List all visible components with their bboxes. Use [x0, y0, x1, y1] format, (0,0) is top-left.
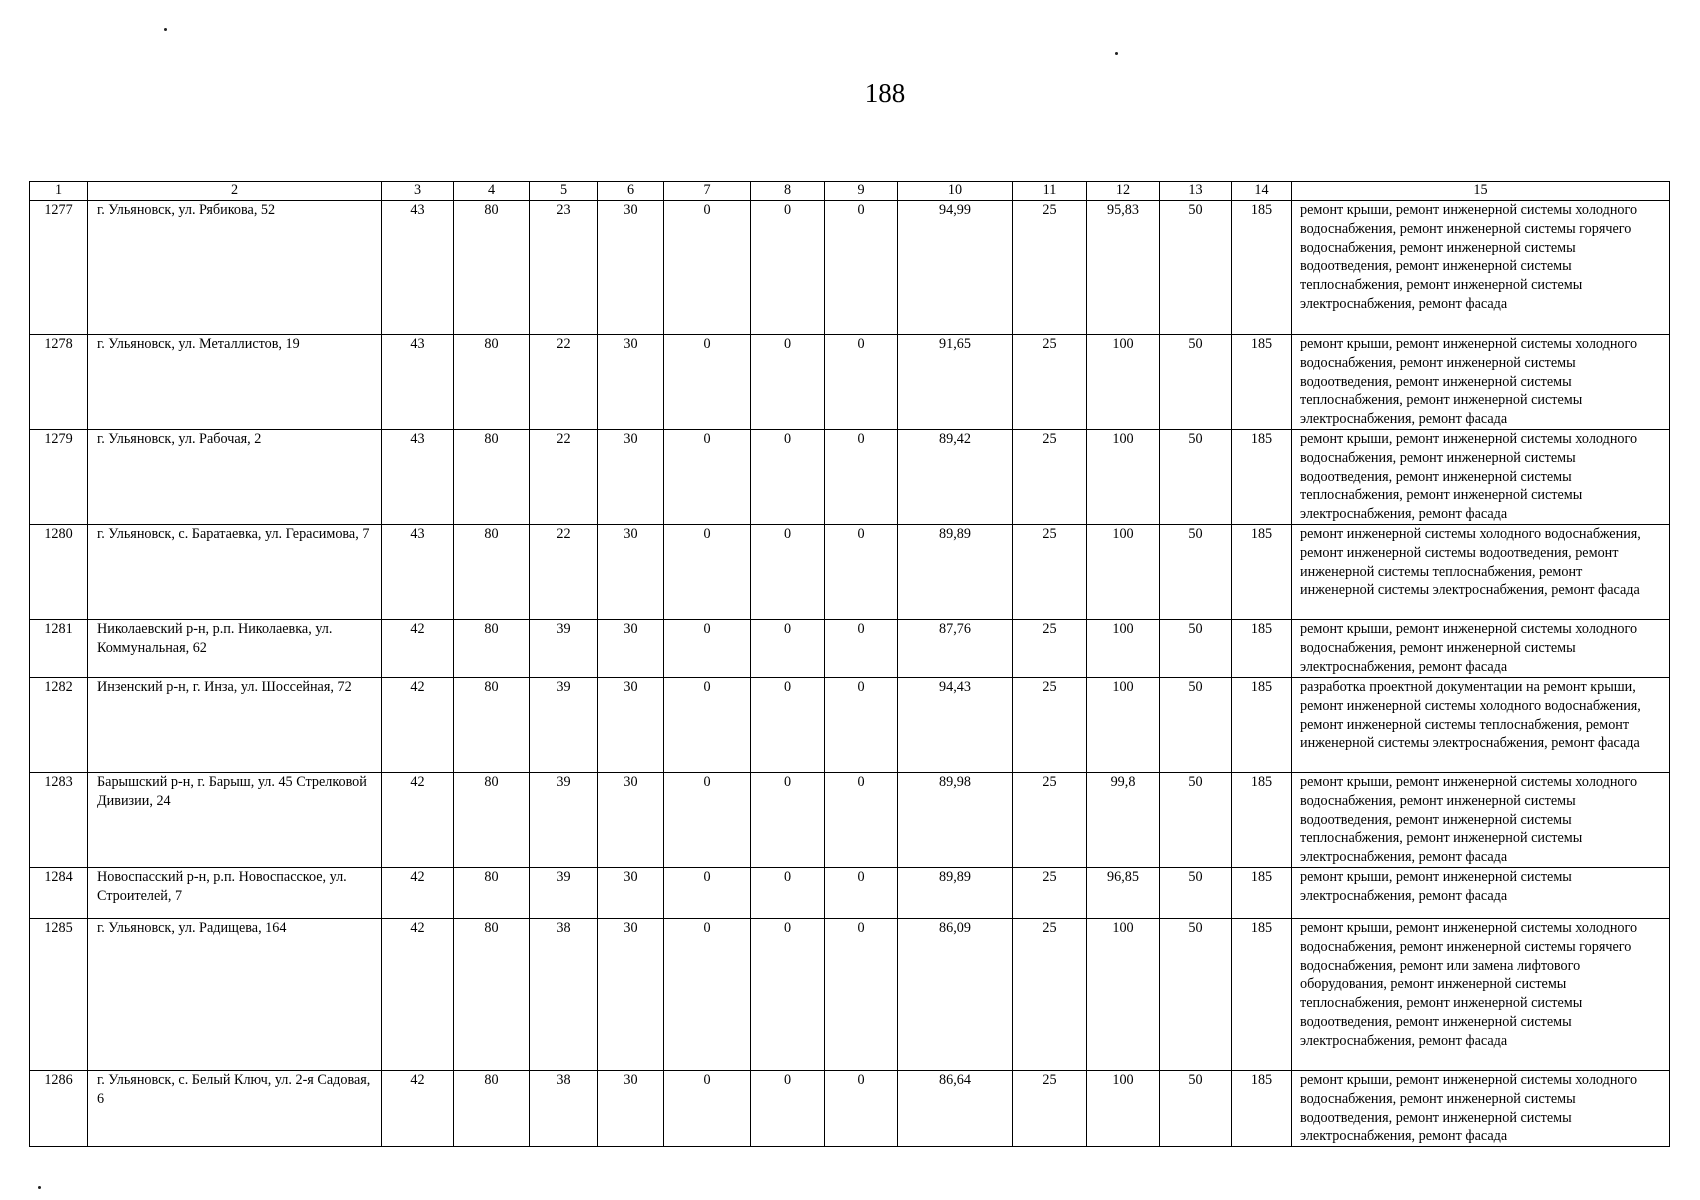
cell-col-6: 30	[598, 201, 664, 335]
cell-col-8: 0	[751, 201, 825, 335]
cell-col-8: 0	[751, 620, 825, 678]
cell-row-number: 1282	[30, 678, 88, 773]
cell-col-9: 0	[825, 868, 898, 919]
cell-col-5: 23	[530, 201, 598, 335]
cell-col-9: 0	[825, 201, 898, 335]
table-row	[30, 620, 1670, 678]
cell-col-13: 50	[1160, 868, 1232, 919]
cell-col-6: 30	[598, 335, 664, 430]
cell-col-10: 89,42	[898, 430, 1013, 525]
cell-col-10: 89,89	[898, 868, 1013, 919]
cell-col-14: 185	[1232, 525, 1292, 620]
cell-address: г. Ульяновск, ул. Рябикова, 52	[88, 201, 382, 335]
cell-col-11: 25	[1013, 1071, 1087, 1147]
cell-col-4: 80	[454, 678, 530, 773]
cell-col-7: 0	[664, 620, 751, 678]
cell-col-13: 50	[1160, 678, 1232, 773]
cell-col-14: 185	[1232, 773, 1292, 868]
cell-col-8: 0	[751, 919, 825, 1071]
cell-col-8: 0	[751, 773, 825, 868]
cell-address: г. Ульяновск, с. Белый Ключ, ул. 2-я Садовая, 6	[88, 1071, 382, 1147]
cell-col-13: 50	[1160, 201, 1232, 335]
cell-col-14: 185	[1232, 201, 1292, 335]
column-header-10: 10	[898, 182, 1013, 201]
cell-col-13: 50	[1160, 773, 1232, 868]
cell-address: г. Ульяновск, ул. Металлистов, 19	[88, 335, 382, 430]
cell-col-12: 100	[1087, 919, 1160, 1071]
cell-col-6: 30	[598, 1071, 664, 1147]
cell-col-11: 25	[1013, 525, 1087, 620]
table-row	[30, 868, 1670, 919]
cell-col-6: 30	[598, 868, 664, 919]
cell-col-7: 0	[664, 430, 751, 525]
cell-col-14: 185	[1232, 620, 1292, 678]
cell-works-list: ремонт крыши, ремонт инженерной системы холодного водоснабжения, ремонт инженерной системы водоотведения, ремонт инженерной системы электроснабжения, ремонт фасада	[1292, 1071, 1670, 1147]
cell-col-14: 185	[1232, 1071, 1292, 1147]
cell-col-9: 0	[825, 525, 898, 620]
column-header-14: 14	[1232, 182, 1292, 201]
cell-col-3: 43	[382, 430, 454, 525]
cell-col-4: 80	[454, 201, 530, 335]
cell-col-5: 39	[530, 620, 598, 678]
cell-col-12: 99,8	[1087, 773, 1160, 868]
cell-address: Барышский р-н, г. Барыш, ул. 45 Стрелковой Дивизии, 24	[88, 773, 382, 868]
table-row	[30, 525, 1670, 620]
table-row	[30, 678, 1670, 773]
cell-col-10: 94,43	[898, 678, 1013, 773]
cell-col-14: 185	[1232, 430, 1292, 525]
cell-row-number: 1278	[30, 335, 88, 430]
cell-col-8: 0	[751, 525, 825, 620]
cell-col-9: 0	[825, 919, 898, 1071]
cell-col-6: 30	[598, 430, 664, 525]
column-header-12: 12	[1087, 182, 1160, 201]
cell-row-number: 1280	[30, 525, 88, 620]
cell-address: Инзенский р-н, г. Инза, ул. Шоссейная, 72	[88, 678, 382, 773]
cell-row-number: 1284	[30, 868, 88, 919]
cell-col-9: 0	[825, 678, 898, 773]
cell-col-11: 25	[1013, 678, 1087, 773]
cell-col-14: 185	[1232, 919, 1292, 1071]
cell-col-4: 80	[454, 919, 530, 1071]
cell-address: Новоспасский р-н, р.п. Новоспасское, ул. Строителей, 7	[88, 868, 382, 919]
cell-works-list: ремонт крыши, ремонт инженерной системы холодного водоснабжения, ремонт инженерной системы горячего водоснабжения, ремонт или замена лифтового оборудования, ремонт инженерной системы теплоснабжения, ремонт инженерной системы водоотведения, ремонт инженерной системы электроснабжения, ремонт фасада	[1292, 919, 1670, 1071]
cell-row-number: 1286	[30, 1071, 88, 1147]
table-row	[30, 773, 1670, 868]
table-row	[30, 430, 1670, 525]
cell-col-3: 42	[382, 773, 454, 868]
cell-col-10: 91,65	[898, 335, 1013, 430]
cell-col-11: 25	[1013, 773, 1087, 868]
scan-speck	[1115, 52, 1118, 55]
scan-speck	[38, 1186, 41, 1189]
table-row	[30, 335, 1670, 430]
cell-col-14: 185	[1232, 335, 1292, 430]
cell-col-4: 80	[454, 773, 530, 868]
cell-col-12: 100	[1087, 335, 1160, 430]
cell-col-7: 0	[664, 335, 751, 430]
cell-col-4: 80	[454, 335, 530, 430]
cell-col-11: 25	[1013, 868, 1087, 919]
cell-address: г. Ульяновск, с. Баратаевка, ул. Герасимова, 7	[88, 525, 382, 620]
cell-col-6: 30	[598, 919, 664, 1071]
cell-row-number: 1281	[30, 620, 88, 678]
cell-col-10: 89,89	[898, 525, 1013, 620]
column-header-1: 1	[30, 182, 88, 201]
works-table	[29, 181, 1670, 1147]
cell-col-11: 25	[1013, 335, 1087, 430]
cell-col-5: 38	[530, 919, 598, 1071]
cell-col-10: 86,09	[898, 919, 1013, 1071]
cell-works-list: ремонт крыши, ремонт инженерной системы электроснабжения, ремонт фасада	[1292, 868, 1670, 919]
cell-col-12: 95,83	[1087, 201, 1160, 335]
cell-col-10: 89,98	[898, 773, 1013, 868]
cell-col-8: 0	[751, 430, 825, 525]
cell-col-12: 100	[1087, 678, 1160, 773]
column-header-5: 5	[530, 182, 598, 201]
cell-col-9: 0	[825, 335, 898, 430]
cell-col-6: 30	[598, 620, 664, 678]
table-row	[30, 201, 1670, 335]
cell-col-7: 0	[664, 1071, 751, 1147]
cell-col-7: 0	[664, 919, 751, 1071]
column-header-2: 2	[88, 182, 382, 201]
cell-col-7: 0	[664, 773, 751, 868]
cell-col-13: 50	[1160, 525, 1232, 620]
cell-col-4: 80	[454, 430, 530, 525]
cell-col-7: 0	[664, 525, 751, 620]
cell-col-8: 0	[751, 335, 825, 430]
cell-address: г. Ульяновск, ул. Рабочая, 2	[88, 430, 382, 525]
header-row	[30, 182, 1670, 201]
cell-col-5: 22	[530, 430, 598, 525]
cell-address: г. Ульяновск, ул. Радищева, 164	[88, 919, 382, 1071]
cell-col-14: 185	[1232, 868, 1292, 919]
cell-col-13: 50	[1160, 430, 1232, 525]
cell-col-14: 185	[1232, 678, 1292, 773]
cell-address: Николаевский р-н, р.п. Николаевка, ул. Коммунальная, 62	[88, 620, 382, 678]
cell-col-6: 30	[598, 773, 664, 868]
cell-col-9: 0	[825, 620, 898, 678]
cell-col-4: 80	[454, 620, 530, 678]
cell-col-8: 0	[751, 678, 825, 773]
cell-col-7: 0	[664, 201, 751, 335]
cell-col-3: 42	[382, 678, 454, 773]
cell-col-12: 96,85	[1087, 868, 1160, 919]
cell-col-4: 80	[454, 868, 530, 919]
column-header-13: 13	[1160, 182, 1232, 201]
cell-col-13: 50	[1160, 1071, 1232, 1147]
cell-works-list: ремонт крыши, ремонт инженерной системы холодного водоснабжения, ремонт инженерной системы горячего водоснабжения, ремонт инженерной системы водоотведения, ремонт инженерной системы теплоснабжения, ремонт инженерной системы электроснабжения, ремонт фасада	[1292, 201, 1670, 335]
cell-col-11: 25	[1013, 201, 1087, 335]
cell-col-5: 39	[530, 868, 598, 919]
cell-col-4: 80	[454, 1071, 530, 1147]
cell-works-list: ремонт крыши, ремонт инженерной системы холодного водоснабжения, ремонт инженерной системы водоотведения, ремонт инженерной системы теплоснабжения, ремонт инженерной системы электроснабжения, ремонт фасада	[1292, 773, 1670, 868]
cell-col-3: 42	[382, 868, 454, 919]
cell-col-12: 100	[1087, 430, 1160, 525]
cell-col-3: 43	[382, 525, 454, 620]
table-row	[30, 1071, 1670, 1147]
cell-col-5: 22	[530, 335, 598, 430]
cell-row-number: 1285	[30, 919, 88, 1071]
cell-col-6: 30	[598, 678, 664, 773]
cell-works-list: ремонт инженерной системы холодного водоснабжения, ремонт инженерной системы водоотведения, ремонт инженерной системы теплоснабжения, ремонт инженерной системы электроснабжения, ремонт фасада	[1292, 525, 1670, 620]
cell-col-3: 43	[382, 201, 454, 335]
cell-works-list: ремонт крыши, ремонт инженерной системы холодного водоснабжения, ремонт инженерной системы электроснабжения, ремонт фасада	[1292, 620, 1670, 678]
column-header-15: 15	[1292, 182, 1670, 201]
cell-col-3: 42	[382, 919, 454, 1071]
column-header-11: 11	[1013, 182, 1087, 201]
cell-works-list: разработка проектной документации на ремонт крыши, ремонт инженерной системы холодного водоснабжения, ремонт инженерной системы теплоснабжения, ремонт инженерной системы электроснабжения, ремонт фасада	[1292, 678, 1670, 773]
page-number: 188	[864, 78, 906, 108]
cell-col-3: 42	[382, 1071, 454, 1147]
scan-speck	[164, 28, 167, 31]
cell-col-11: 25	[1013, 919, 1087, 1071]
cell-col-4: 80	[454, 525, 530, 620]
cell-col-11: 25	[1013, 620, 1087, 678]
cell-col-5: 22	[530, 525, 598, 620]
cell-col-13: 50	[1160, 919, 1232, 1071]
cell-col-7: 0	[664, 678, 751, 773]
cell-col-9: 0	[825, 773, 898, 868]
column-header-9: 9	[825, 182, 898, 201]
cell-col-11: 25	[1013, 430, 1087, 525]
column-header-3: 3	[382, 182, 454, 201]
table-row	[30, 919, 1670, 1071]
cell-col-7: 0	[664, 868, 751, 919]
cell-col-12: 100	[1087, 525, 1160, 620]
cell-col-6: 30	[598, 525, 664, 620]
cell-col-8: 0	[751, 1071, 825, 1147]
cell-works-list: ремонт крыши, ремонт инженерной системы холодного водоснабжения, ремонт инженерной системы водоотведения, ремонт инженерной системы теплоснабжения, ремонт инженерной системы электроснабжения, ремонт фасада	[1292, 335, 1670, 430]
cell-col-13: 50	[1160, 335, 1232, 430]
cell-col-5: 39	[530, 773, 598, 868]
cell-col-5: 39	[530, 678, 598, 773]
cell-col-10: 86,64	[898, 1071, 1013, 1147]
cell-col-9: 0	[825, 1071, 898, 1147]
cell-col-3: 43	[382, 335, 454, 430]
cell-works-list: ремонт крыши, ремонт инженерной системы холодного водоснабжения, ремонт инженерной системы водоотведения, ремонт инженерной системы теплоснабжения, ремонт инженерной системы электроснабжения, ремонт фасада	[1292, 430, 1670, 525]
cell-col-5: 38	[530, 1071, 598, 1147]
cell-row-number: 1279	[30, 430, 88, 525]
cell-row-number: 1283	[30, 773, 88, 868]
cell-col-10: 87,76	[898, 620, 1013, 678]
cell-col-3: 42	[382, 620, 454, 678]
cell-col-8: 0	[751, 868, 825, 919]
cell-row-number: 1277	[30, 201, 88, 335]
cell-col-10: 94,99	[898, 201, 1013, 335]
column-header-4: 4	[454, 182, 530, 201]
cell-col-13: 50	[1160, 620, 1232, 678]
cell-col-12: 100	[1087, 620, 1160, 678]
column-header-6: 6	[598, 182, 664, 201]
column-header-8: 8	[751, 182, 825, 201]
column-header-7: 7	[664, 182, 751, 201]
cell-col-9: 0	[825, 430, 898, 525]
cell-col-12: 100	[1087, 1071, 1160, 1147]
